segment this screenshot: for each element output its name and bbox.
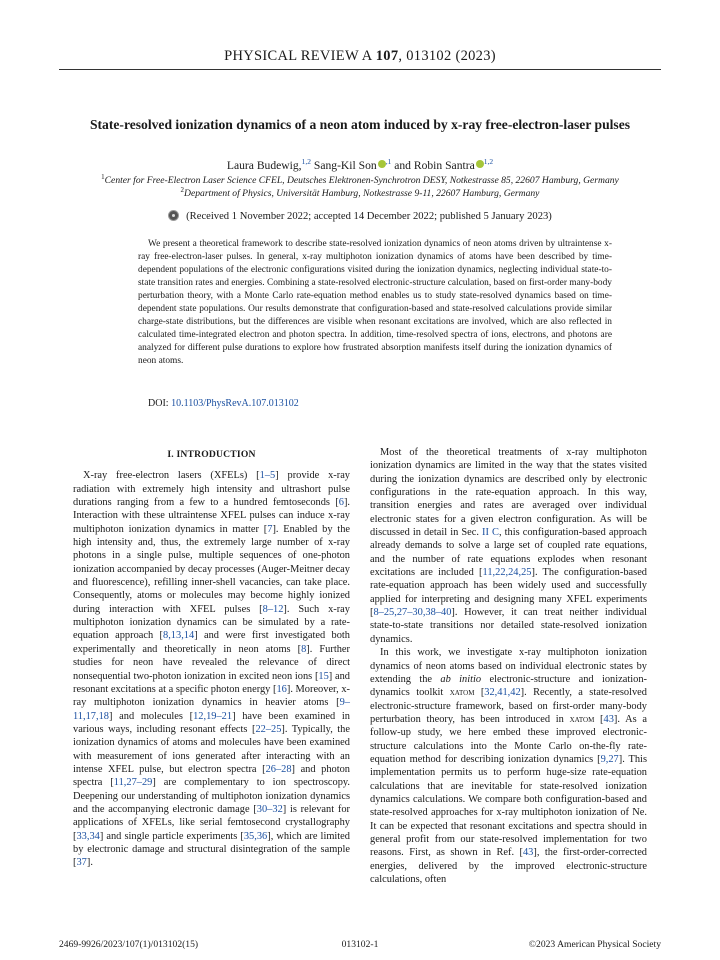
text-run: Most of the theoretical treatments of x-ray multiphoton ionization dynamics are limited in the way that the states visited during the ionization dynamics are described only by electronic configurations in the rate-equation approach. In this way, transition energies and rates are averaged over individual electronic states for a given electron configuration. As will be discussed in detail in Sec. (370, 447, 647, 539)
affiliation-text: Department of Physics, Universität Hamburg, Notkestrasse 9-11, 22607 Hamburg, Germany (184, 188, 540, 200)
author-affiliation-mark[interactable]: ,1 (385, 157, 392, 166)
paragraph (370, 446, 647, 646)
section-heading: I. INTRODUCTION (167, 449, 256, 460)
citation-link[interactable]: 11,22,24,25 (482, 567, 532, 579)
text-run: ] are complementary to ion spectroscopy. Deepening our understanding of multiphoton ionization dynamics and the accompanying electronic damage [ (73, 777, 351, 815)
citation-link[interactable]: 8 (301, 643, 307, 655)
citation-link[interactable]: 26–28 (265, 763, 292, 775)
text-run: ] have been examined in various ways, including resonant effects [ (73, 710, 350, 735)
orcid-icon[interactable] (378, 160, 386, 168)
paper-title: State-resolved ionization dynamics of a neon atom induced by x-ray free-electron-laser pulses (89, 117, 631, 132)
text-run: ]. Such x-ray multiphoton ionization dynamics can be simulated by a rate-equation approach [ (73, 603, 350, 642)
affiliation-number: 2 (180, 186, 185, 194)
citation-link[interactable]: 35,36 (243, 830, 268, 842)
footer-issn: 2469-9926/2023/107(1)/013102(15) (59, 939, 199, 950)
text-run: electronic-structure and ionization-dynamics toolkit (370, 673, 647, 699)
abstract-text: We present a theoretical framework to describe state-resolved ionization dynamics of neon atoms driven by ultraintense x-ray free-electron-laser pulses. In general, x-ray multiphoton ionization dynamics of atoms have been described by time-dependent populations of the electronic configurations visited during the ionization dynamics, neglecting individual state-to-state transition rates and energies. Combining a state-resolved electronic-structure calculation, based on first-order many-body perturbation theory, with a Monte Carlo rate-equation method enables us to study state-resolved dynamics based on time-dependent state populations. Our results demonstrate that configuration-based and state-resolved calculations provide similar charge-state distributions, but the differences are visible when resonant excitations are involved, which are also reflected in calculated time-integrated electron and photon spectra. In addition, time-resolved spectra of ions, electrons, and photons are analyzed for different pulse durations to explore how frustrated absorption manifests itself during the ionization dynamics of neon atoms. (138, 239, 612, 366)
citation-link[interactable]: 22–25 (255, 723, 282, 735)
citation-link[interactable]: 1–5 (259, 470, 276, 482)
citation-link[interactable]: 43 (522, 847, 534, 859)
journal-header (0, 48, 720, 65)
received-dates (0, 210, 720, 222)
text-run: ]. Interaction with these ultraintense XFEL pulses can induce x-ray multiphoton ionization dynamics in matter [ (73, 497, 350, 535)
citation-link[interactable]: 37 (76, 857, 87, 869)
text-run: [ (594, 713, 604, 725)
author-name: Laura Budewig, (226, 158, 302, 172)
author-affiliation-mark[interactable]: 1,2 (301, 157, 311, 166)
text-run: ]. The configuration-based rate-equation approach has been widely used and successfully applied for interpreting and designing many XFEL experiments [ (370, 567, 647, 619)
citation-link[interactable]: 8–12 (262, 603, 284, 615)
text-run: ], the first-order-corrected energies, delivered by the improved electronic-structure calculations, often (370, 847, 648, 885)
text-run: ] and single particle experiments [ (99, 830, 244, 842)
right-column (370, 446, 647, 886)
left-column (73, 446, 350, 870)
text-run: ]. This implementation permits us to perform huge-size rate-equation calculations that are inevitable for state-resolved ionization dynamics calculations. We compare both configuration-based and state-resolved approaches for x-ray multiphoton ionization of Ne. It can be expected that resonant excitations and spectra should in general profit from our state-resolved implementation for two reasons. First, as shown in Ref. [ (370, 753, 647, 859)
abstract (138, 238, 612, 368)
citation-link[interactable]: 33,34 (76, 830, 100, 842)
text-run: ]. Recently, a state-resolved electronic-structure framework, based on first-order many-body perturbation theory, has been introduced in (370, 687, 647, 725)
text-run: In this work, we investigate x-ray multiphoton ionization dynamics of neon atoms based on individual electronic states by extending the (370, 647, 647, 685)
citation-link[interactable]: 32,41,42 (484, 687, 521, 699)
affiliation-number: 1 (101, 173, 105, 181)
citation-link[interactable]: 15 (318, 670, 329, 682)
article-number: , 013102 (2023) (398, 48, 496, 64)
italic-text: ab initio (440, 673, 482, 685)
affiliation-1 (0, 173, 720, 186)
author-list (0, 157, 720, 172)
citation-link[interactable]: 7 (267, 523, 273, 535)
paragraph (73, 469, 350, 869)
text-run: ]. Enabled by the high intensity and, thus, the extremely large number of x-ray photons in a single pulse, multiple sequences of one-photon ionization accompanied by decay processes (Auger-Meitner decay and fluorescence), refilling inner-shell vacancies, can take place. Consequently, atoms or molecules may become highly ionized during interaction with XFEL pulses [ (73, 523, 351, 615)
text-run: ] and molecules [ (108, 710, 194, 722)
paragraph (370, 646, 647, 886)
journal-name: PHYSICAL REVIEW A (224, 48, 372, 64)
doi-line (148, 398, 299, 409)
crossmark-icon[interactable] (168, 210, 179, 221)
journal-volume: 107 (375, 48, 399, 64)
text-run: ]. However, it can treat neither individual state-to-state transitions nor detailed state-resolved ionization dynamics. (370, 607, 647, 645)
affiliation-text: Center for Free-Electron Laser Science CFEL, Deutsches Elektronen-Synchrotron DESY, Notkestrasse 85, 22607 Hamburg, Germany (104, 175, 619, 187)
text-run: ], which are limited by electronic damage and structural disintegration of the sample [ (73, 830, 350, 869)
text-run: ] and were first investigated both experimentally and theoretically in neon atoms [ (73, 630, 350, 655)
citation-link[interactable]: 9,27 (600, 753, 619, 765)
orcid-icon[interactable] (476, 160, 484, 168)
software-name: xatom (569, 713, 595, 725)
citation-link[interactable]: 43 (603, 713, 614, 725)
text-run: ]. Further studies for neon have revealed the relevance of direct nonsequential two-photon ionization in excited neon ions [ (73, 643, 350, 682)
software-name: xatom (449, 687, 475, 699)
citation-link[interactable]: 30–32 (256, 803, 283, 815)
text-run: , this configuration-based approach already demands to solve a large set of coupled rate equations, and the number of rate equations explodes when resonant excitations are included [ (370, 527, 647, 579)
received-text: (Received 1 November 2022; accepted 14 December 2022; published 5 January 2023) (186, 211, 552, 222)
text-run: ]. As a follow-up study, we here embed these improved electronic-structure calculations into the Monte Carlo on-the-fly rate-equation method for describing ionization dynamics [ (370, 713, 647, 765)
author-name: Sang-Kil Son (313, 158, 377, 172)
citation-link[interactable]: II C (482, 527, 499, 539)
author-name: and Robin Santra (394, 158, 475, 172)
citation-link[interactable]: 12,19–21 (193, 710, 233, 722)
citation-link[interactable]: 11,27–29 (113, 777, 153, 789)
text-run: ]. Typically, the ionization dynamics of atoms and molecules have been examined with measurement of ions generated after interacting with an intense XFEL pulse, but electron spectra [ (73, 723, 350, 775)
footer-copyright: ©2023 American Physical Society (528, 939, 661, 950)
author-affiliation-mark[interactable]: 1,2 (483, 157, 494, 166)
text-run: ] provide x-ray radiation with extremely high intensity and ultrashort pulse durations ranging from a few to a hundred femtoseconds [ (73, 470, 350, 509)
affiliation-2 (0, 186, 720, 199)
footer-page-number: 013102-1 (341, 939, 379, 950)
header-rule (59, 69, 661, 70)
text-run: ] and resonant excitations at a specific photon energy [ (73, 670, 350, 695)
citation-link[interactable]: 9–11,17,18 (73, 697, 350, 722)
doi-link[interactable]: 10.1103/PhysRevA.107.013102 (171, 398, 299, 409)
text-run: ] is relevant for applications of XFELs, like serial femtosecond crystallography [ (73, 803, 350, 842)
text-run: [ (474, 687, 485, 699)
citation-link[interactable]: 6 (338, 497, 344, 509)
doi-label: DOI: (148, 398, 172, 409)
text-run: ]. Moreover, x-ray multiphoton ionization dynamics in heavier atoms [ (73, 683, 350, 709)
citation-link[interactable]: 16 (276, 683, 287, 695)
citation-link[interactable]: 8–25,27–30,38–40 (373, 607, 452, 619)
text-run: X-ray free-electron lasers (XFELs) [ (83, 470, 260, 482)
text-run: ] and photon spectra [ (73, 763, 350, 789)
citation-link[interactable]: 8,13,14 (163, 630, 195, 642)
text-run: ]. (86, 857, 93, 869)
